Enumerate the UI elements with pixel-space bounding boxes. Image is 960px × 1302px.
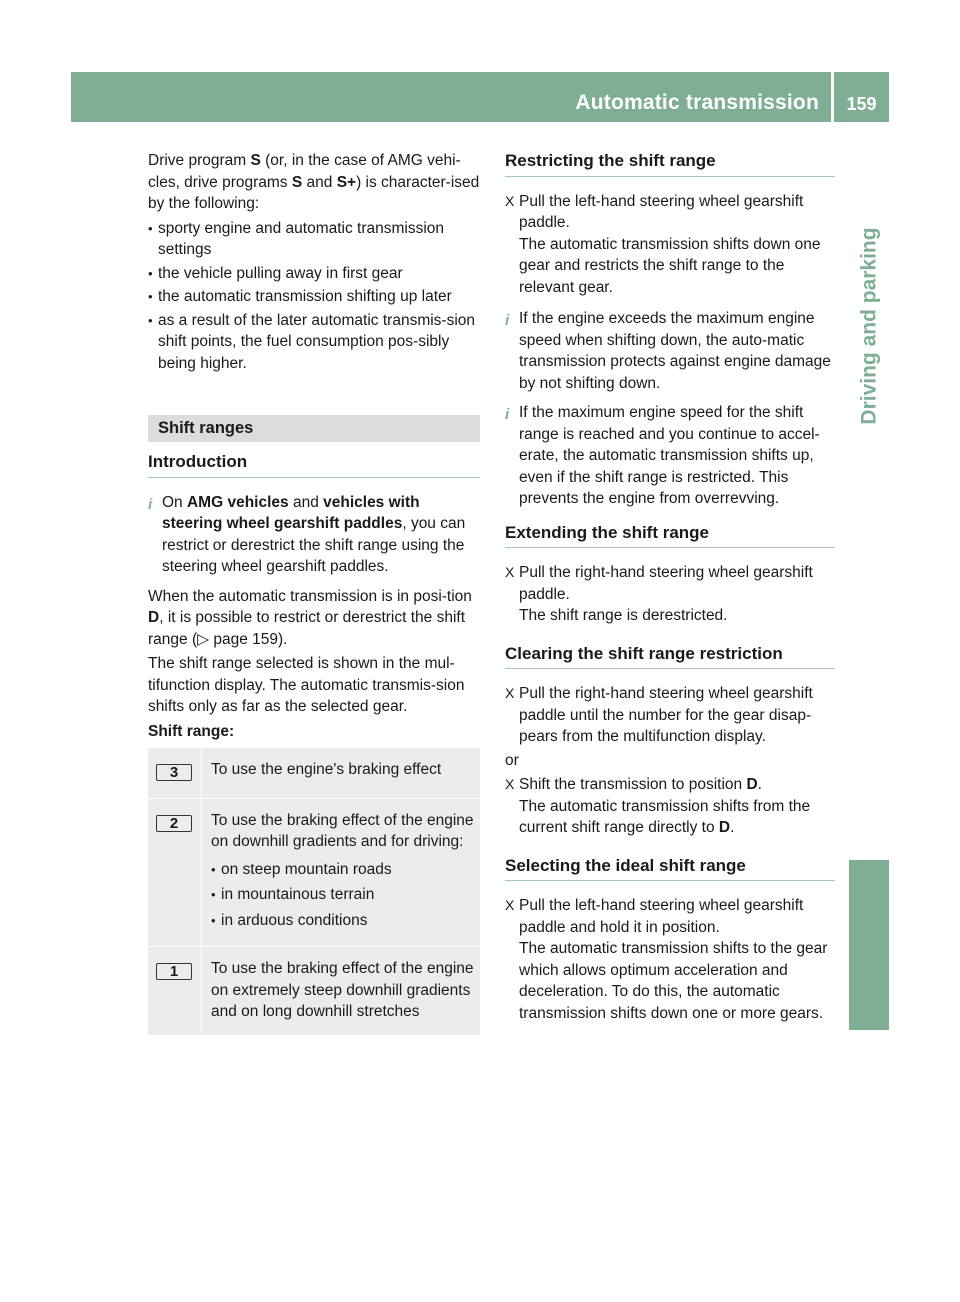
page-ref-arrow-icon: ▷: [197, 630, 210, 648]
table-row: [148, 946, 480, 1035]
heading-introduction: Introduction: [148, 451, 480, 478]
step-arrow-icon: X: [505, 776, 515, 792]
step-arrow-icon: X: [505, 685, 515, 701]
right-column: [505, 150, 835, 1034]
heading-restricting: Restricting the shift range: [505, 150, 835, 177]
info-note: i On AMG vehicles and vehicles with steering wheel gearshift paddles, you can restrict or derestrict the shift range using the steering wheel gearshift paddles.: [148, 493, 466, 575]
position-d-paragraph: When the automatic transmission is in posi-tion D, it is possible to restrict or derestrict the shift range (▷ page 159).: [148, 587, 472, 648]
step-item: X Pull the left-hand steering wheel gearshift paddle and hold it in position. The automatic transmission shifts to the gear which allows optimum acceleration and deceleration. To do this, the automatic transmission shifts down one or more gears.: [505, 897, 828, 1022]
side-tab-block: [849, 860, 889, 1030]
heading-extending: Extending the shift range: [505, 522, 835, 549]
info-icon: i: [505, 406, 510, 423]
list-item: • as a result of the later automatic transmis-sion shift points, the fuel consumption pos-sibly being higher.: [148, 310, 480, 375]
step-item: X Pull the left-hand steering wheel gearshift paddle. The automatic transmission shifts down one gear and restricts the shift range to the relevant gear.: [505, 192, 821, 296]
list-item: • sporty engine and automatic transmission settings: [148, 218, 480, 261]
side-tab-label: Driving and parking: [857, 227, 881, 425]
list-item: • the automatic transmission shifting up later: [148, 286, 480, 308]
gear-3-key-icon: 3: [156, 764, 192, 781]
table-cell: To use the braking effect of the engine on extremely steep downhill gradients and on long downhill stretches: [211, 960, 474, 1020]
info-note: i If the engine exceeds the maximum engine speed when shifting down, the auto-matic transmission protects against engine damage by not shifting down.: [505, 310, 831, 392]
page-title: Automatic transmission: [575, 91, 819, 114]
intro-paragraph: Drive program S (or, in the case of AMG vehi-cles, drive programs S and S+) is character-ised by the following:: [148, 152, 480, 212]
table-row: [148, 748, 480, 798]
step-item: X Pull the right-hand steering wheel gearshift paddle until the number for the gear disap-pears from the multifunction display.: [505, 685, 813, 745]
list-item: • on steep mountain roads: [211, 859, 474, 881]
info-icon: i: [505, 312, 510, 329]
list-item: • the vehicle pulling away in first gear: [148, 263, 480, 285]
table-cell: To use the engine's braking effect: [211, 761, 442, 778]
info-icon: i: [148, 495, 153, 513]
heading-clearing: Clearing the shift range restriction: [505, 643, 835, 670]
list-item: • in mountainous terrain: [211, 884, 474, 906]
step-arrow-icon: X: [505, 897, 515, 913]
section-band-shift-ranges: Shift ranges: [148, 415, 480, 442]
table-row: [148, 798, 480, 947]
gear-1-key-icon: 1: [156, 963, 192, 980]
shift-range-label: Shift range:: [148, 722, 235, 740]
list-item: • in arduous conditions: [211, 910, 474, 932]
step-arrow-icon: X: [505, 564, 515, 580]
drive-program-bullets: [148, 218, 480, 375]
info-note: i If the maximum engine speed for the shift range is reached and you continue to accel-erate, the automatic transmission shifts up, even if the shift range is restricted. This prevents the engine from overrevving.: [505, 404, 820, 507]
step-item: X Shift the transmission to position D. The automatic transmission shifts from the current shift range directly to D.: [505, 776, 811, 836]
or-text: or: [505, 751, 519, 769]
table-cell: To use the braking effect of the engine on downhill gradients and for driving: • on steep mountain roads • in mountainous terrain • in arduous conditions: [202, 799, 480, 947]
step-arrow-icon: X: [505, 192, 515, 209]
step-item: X Pull the right-hand steering wheel gearshift paddle. The shift range is derestricted.: [505, 564, 813, 624]
gear-2-key-icon: 2: [156, 815, 192, 832]
shift-range-table: [148, 748, 480, 1035]
page-number: 159: [846, 94, 877, 114]
display-paragraph: The shift range selected is shown in the mul-tifunction display. The automatic transmis-sion shifts only as far as the selected gear.: [148, 655, 465, 715]
left-column: [148, 150, 480, 1035]
heading-selecting: Selecting the ideal shift range: [505, 855, 835, 882]
